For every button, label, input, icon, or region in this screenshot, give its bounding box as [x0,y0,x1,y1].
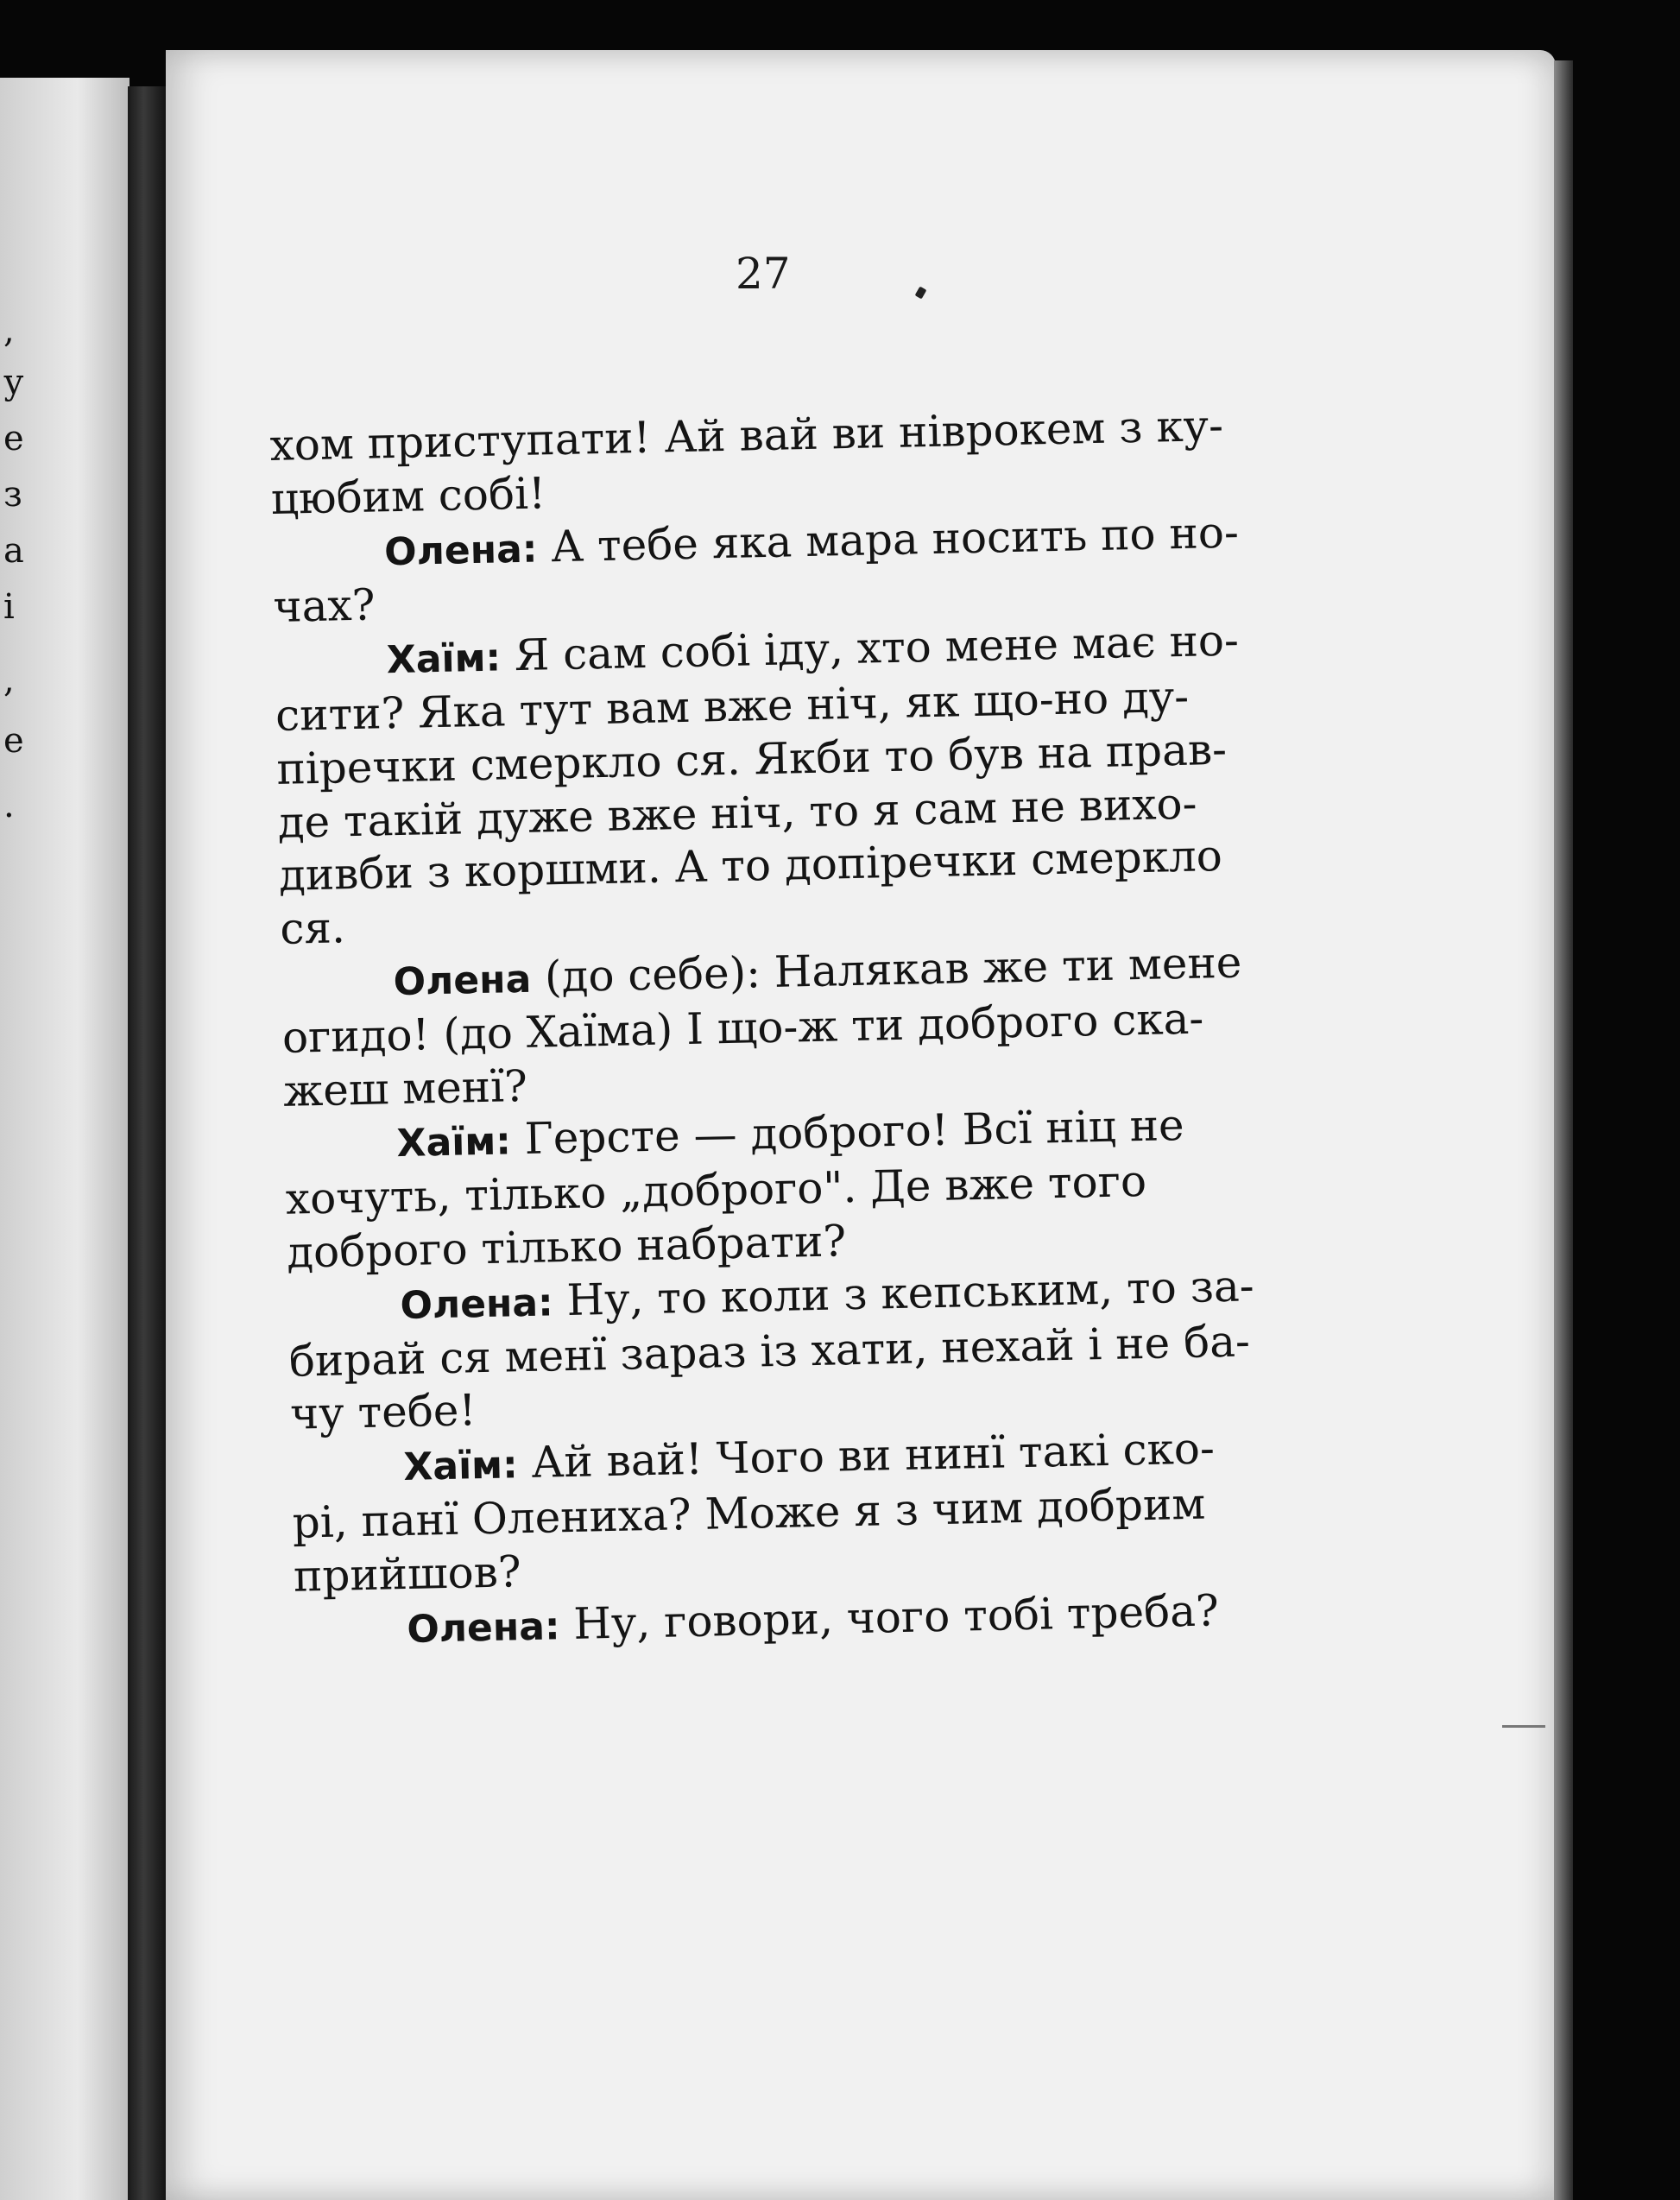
line-text: дивби з коршми. А то допіречки смеркло [278,831,1223,901]
fragment: . [3,786,15,825]
line-text: (до себе): Налякав же ти мене [530,937,1242,1002]
line-text: огидо! (до Хаїма) І що-ж ти доброго ска- [281,993,1204,1063]
fragment: у [3,363,24,402]
speaker-name: Олена: [399,1280,554,1328]
line-text: Герсте — доброго! Всї ніц не [510,1100,1185,1165]
line-text: доброго тілько набрати? [286,1216,847,1278]
speaker-name: Хаїм: [386,635,502,683]
fragment: е [3,721,24,761]
ink-speck [915,287,927,300]
line-text: рі, панї Олениха? Може я з чим добрим [292,1478,1206,1548]
previous-page [0,78,129,2200]
line-text: чах? [272,579,376,633]
line-text: прийшов? [293,1546,522,1602]
margin-pencil-mark [1502,1725,1545,1728]
line-text: цюбим собі! [270,468,546,524]
previous-page-text-fragments [0,78,26,2200]
fragment: е [3,419,24,458]
page-edge-shadow [1554,60,1573,2200]
line-text: сити? Яка тут вам вже ніч, як що-но ду- [275,671,1190,741]
fragment: з [3,475,22,515]
fragment: , [3,311,15,351]
line-text: хом приступати! Ай вай ви ніврокем з ку- [269,400,1224,471]
line-text: ся. [279,902,346,955]
page-number: 27 [736,249,791,299]
book-spine [128,86,167,2200]
current-page [166,50,1556,2200]
page-text [269,397,1357,1659]
line-text: Ну, то коли з кепським, то за- [552,1261,1255,1326]
speaker-name: Олена: [406,1603,561,1652]
line-text: Я сам собі іду, хто мене має но- [500,615,1240,681]
line-text: бирай ся менї зараз із хати, нехай і не ба- [288,1316,1251,1387]
fragment: , [3,661,15,700]
line-text: хочуть, тілько „доброго". Де вже того [285,1156,1147,1224]
line-text: піречки смеркло ся. Якби то був на прав- [275,724,1228,794]
fragment: і [3,587,15,627]
line-text: жеш менї? [282,1060,528,1116]
line-text: Ай вай! Чого ви нинї такі ско- [517,1423,1216,1489]
line-text: де такій дуже вже ніч, то я сам не вихо- [277,778,1197,848]
speaker-name: Олена [393,957,532,1005]
speaker-name: Олена: [383,527,538,574]
line-text: А тебе яка мара носить по но- [536,507,1240,572]
speaker-name: Хаїм: [396,1119,512,1166]
fragment: а [3,531,24,571]
speaker-name: Хаїм: [402,1443,519,1490]
line-text: Ну, говори, чого тобі треба? [559,1584,1220,1649]
line-text: чу тебе! [289,1385,477,1440]
